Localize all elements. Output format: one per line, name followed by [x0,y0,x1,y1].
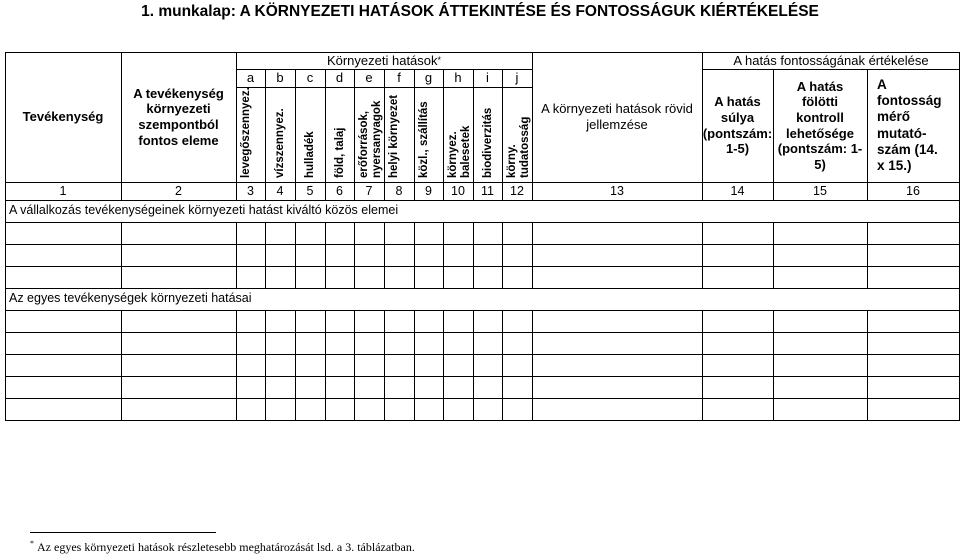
impact-name: vízszennyez. [274,108,286,178]
impact-name: körny. tudatosság [506,116,532,178]
column-number: 8 [395,184,403,198]
column-number: 13 [610,184,624,198]
footnote: * Az egyes környezeti hatások részletesebb meghatározását lsd. a 3. táblázatban. [30,539,415,554]
impact-name: föld, talaj [334,127,346,178]
column-number: 2 [175,184,182,198]
footnote-rule [30,532,216,533]
column-number: 4 [276,184,284,198]
header-element: A tevékenység környezeti szempontból fontos eleme [133,85,224,148]
column-number: 6 [336,184,343,198]
column-number: 1 [59,184,67,198]
column-number: 9 [425,184,432,198]
header-control: A hatás fölötti kontroll lehetősége (pontszám: 1-5) [777,78,863,172]
header-indicator: A fontosság mérő mutató-szám (14. x 15.) [877,76,942,173]
impact-letter-f: f [397,70,401,86]
section-common-elements: A vállalkozás tevékenységeinek környezeti hatást kiváltó közös elemei [9,203,399,217]
impact-name: biodiverzitás [482,107,494,178]
header-impacts-group: Környezeti hatások * [326,52,442,68]
header-weight: A hatás súlya (pontszám: 1-5) [702,94,773,157]
column-number: 7 [365,184,373,198]
impact-name: levegőszennyez. [240,87,252,178]
impact-letter-c: c [306,70,314,86]
impact-name: helyi környezet [388,94,400,178]
assessment-table [5,52,960,421]
impact-letter-d: d [335,70,344,86]
header-activity: Tevékenység [22,109,104,125]
page-title: 1. munkalap: A KÖRNYEZETI HATÁSOK ÁTTEKINTÉSE ÉS FONTOSSÁGUK KIÉRTÉKELÉSE [141,3,819,20]
impact-letter-h: h [454,70,462,86]
column-number: 15 [813,184,827,198]
impact-name: hulladék [304,131,316,178]
column-number: 14 [730,184,745,198]
column-number: 11 [481,184,494,198]
column-number: 12 [510,184,524,198]
impact-letter-b: b [276,70,284,86]
impact-name: erőforrások, nyersanyagok [358,100,384,178]
section-individual-impacts: Az egyes tevékenységek környezeti hatásai [9,291,252,305]
column-number: 16 [906,184,920,198]
column-number: 10 [451,184,465,198]
impact-letter-e: e [365,70,373,86]
impact-letter-j: j [515,70,519,86]
column-number: 3 [247,184,254,198]
impact-name: környez. balesetek [447,125,473,178]
impact-letter-g: g [424,70,433,86]
impact-letter-a: a [246,70,255,86]
impact-name: közl., szállítás [418,101,430,178]
header-evaluation-group: A hatás fontosságának értékelése [733,52,929,68]
column-number: 5 [306,184,314,198]
impact-letter-i: i [486,70,489,86]
header-short-description: A környezeti hatások rövid jellemzése [541,101,693,132]
